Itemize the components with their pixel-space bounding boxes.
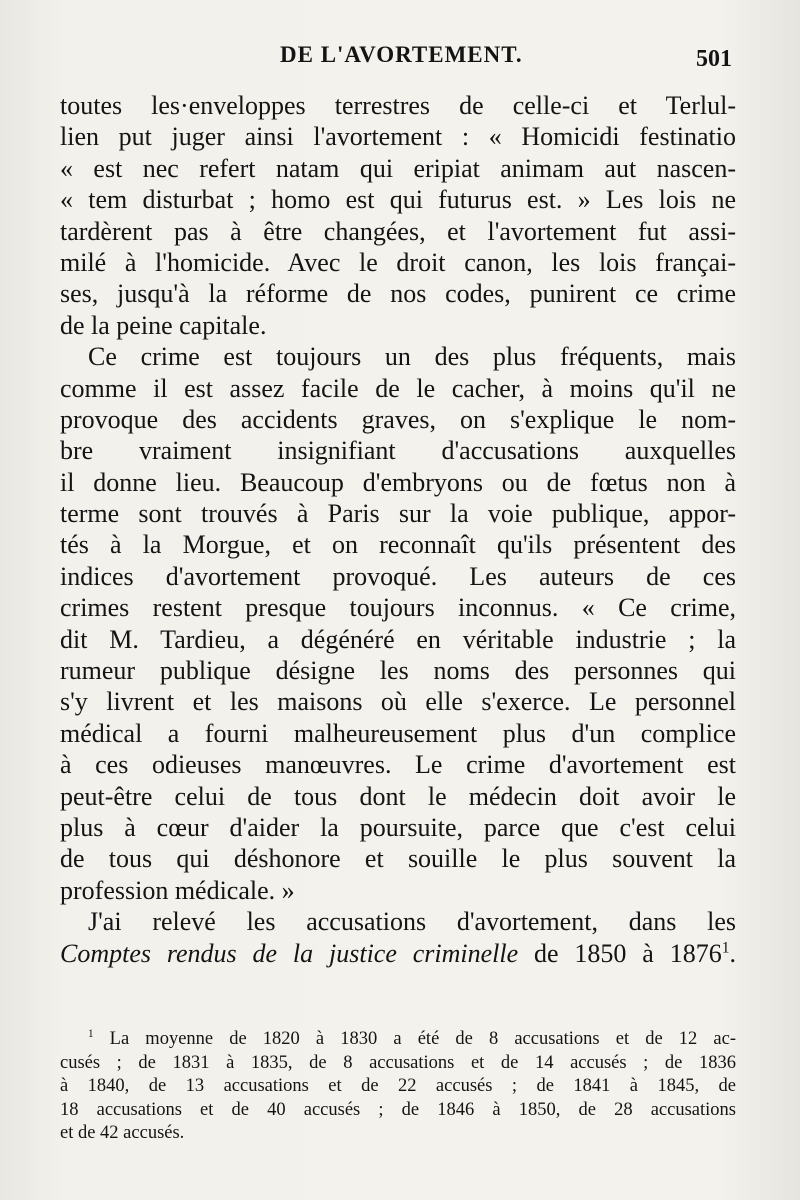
text-line: J'ai relevé les accusations d'avortement, dans les [88, 907, 736, 937]
text-line: tés à la Morgue, et on reconnaît qu'ils présentent des [60, 530, 736, 560]
footnote-line [60, 1028, 736, 1052]
footnote-marker: 1 [88, 1027, 94, 1040]
footnote-text: La moyenne de 1820 à 1830 a été de 8 accusations et de 12 ac- [93, 1029, 736, 1049]
text-span: . [729, 938, 736, 968]
text-line: dit M. Tardieu, a dégénéré en véritable industrie ; la [60, 624, 736, 654]
text-line: profession médicale. » [60, 875, 295, 905]
running-head: DE L'AVORTEMENT. [280, 42, 523, 67]
italic-title: Comptes rendus de la justice criminelle [60, 938, 519, 968]
text-line: milé à l'homicide. Avec le droit canon, les lois françai- [60, 247, 736, 277]
text-line: de la peine capitale. [60, 310, 267, 340]
text-line: « tem disturbat ; homo est qui futurus est. » Les lois ne [60, 185, 736, 215]
footnote-line: 18 accusations et de 40 accusés ; de 1846 à 1850, de 28 accusations [60, 1099, 736, 1120]
text-line: à ces odieuses manœuvres. Le crime d'avortement est [60, 750, 736, 780]
body-text [60, 90, 736, 969]
text-line: tardèrent pas à être changées, et l'avortement fut assi- [60, 216, 736, 246]
text-line: toutes les·enveloppes terrestres de celle-ci et Terlul- [60, 91, 736, 120]
text-line: comme il est assez facile de le cacher, à moins qu'il ne [60, 373, 736, 403]
footnote-line: à 1840, de 13 accusations et de 22 accusés ; de 1841 à 1845, de [60, 1076, 736, 1096]
text-line: « est nec refert natam qui eripiat animam aut nascen- [60, 153, 736, 183]
text-line: peut-être celui de tous dont le médecin doit avoir le [60, 781, 736, 811]
text-line: Ce crime est toujours un des plus fréquents, mais [88, 342, 736, 372]
footnote-reference: 1 [721, 938, 730, 956]
text-line: indices d'avortement provoqué. Les auteurs de ces [60, 561, 736, 591]
text-line: s'y livrent et les maisons où elle s'exerce. Le personnel [60, 687, 736, 717]
text-line: terme sont trouvés à Paris sur la voie publique, appor- [60, 499, 736, 529]
text-line: crimes restent presque toujours inconnus. « Ce crime, [60, 593, 736, 623]
text-line: rumeur publique désigne les noms des personnes qui [60, 656, 736, 686]
footnotes [60, 1028, 736, 1146]
text-span: de 1850 à 1876 [518, 938, 722, 968]
text-line: médical a fourni malheureusement plus d'un complice [60, 718, 736, 748]
text-line: provoque des accidents graves, on s'explique le nom- [60, 404, 736, 434]
text-line: de tous qui déshonore et souille le plus souvent la [60, 844, 736, 874]
text-line: plus à cœur d'aider la poursuite, parce que c'est celui [60, 812, 736, 842]
text-line: lien put juger ainsi l'avortement : « Homicidi festinatio [60, 122, 736, 152]
footnote-line: et de 42 accusés. [60, 1123, 185, 1143]
page-header [60, 42, 740, 82]
text-line: ses, jusqu'à la réforme de nos codes, punirent ce crime [60, 279, 736, 309]
text-line-final [60, 938, 736, 969]
text-line: il donne lieu. Beaucoup d'embryons ou de fœtus non à [60, 467, 736, 497]
text-line: bre vraiment insignifiant d'accusations auxquelles [60, 436, 736, 466]
page-number: 501 [696, 46, 732, 72]
footnote-line: cusés ; de 1831 à 1835, de 8 accusations et de 14 accusés ; de 1836 [60, 1052, 736, 1073]
